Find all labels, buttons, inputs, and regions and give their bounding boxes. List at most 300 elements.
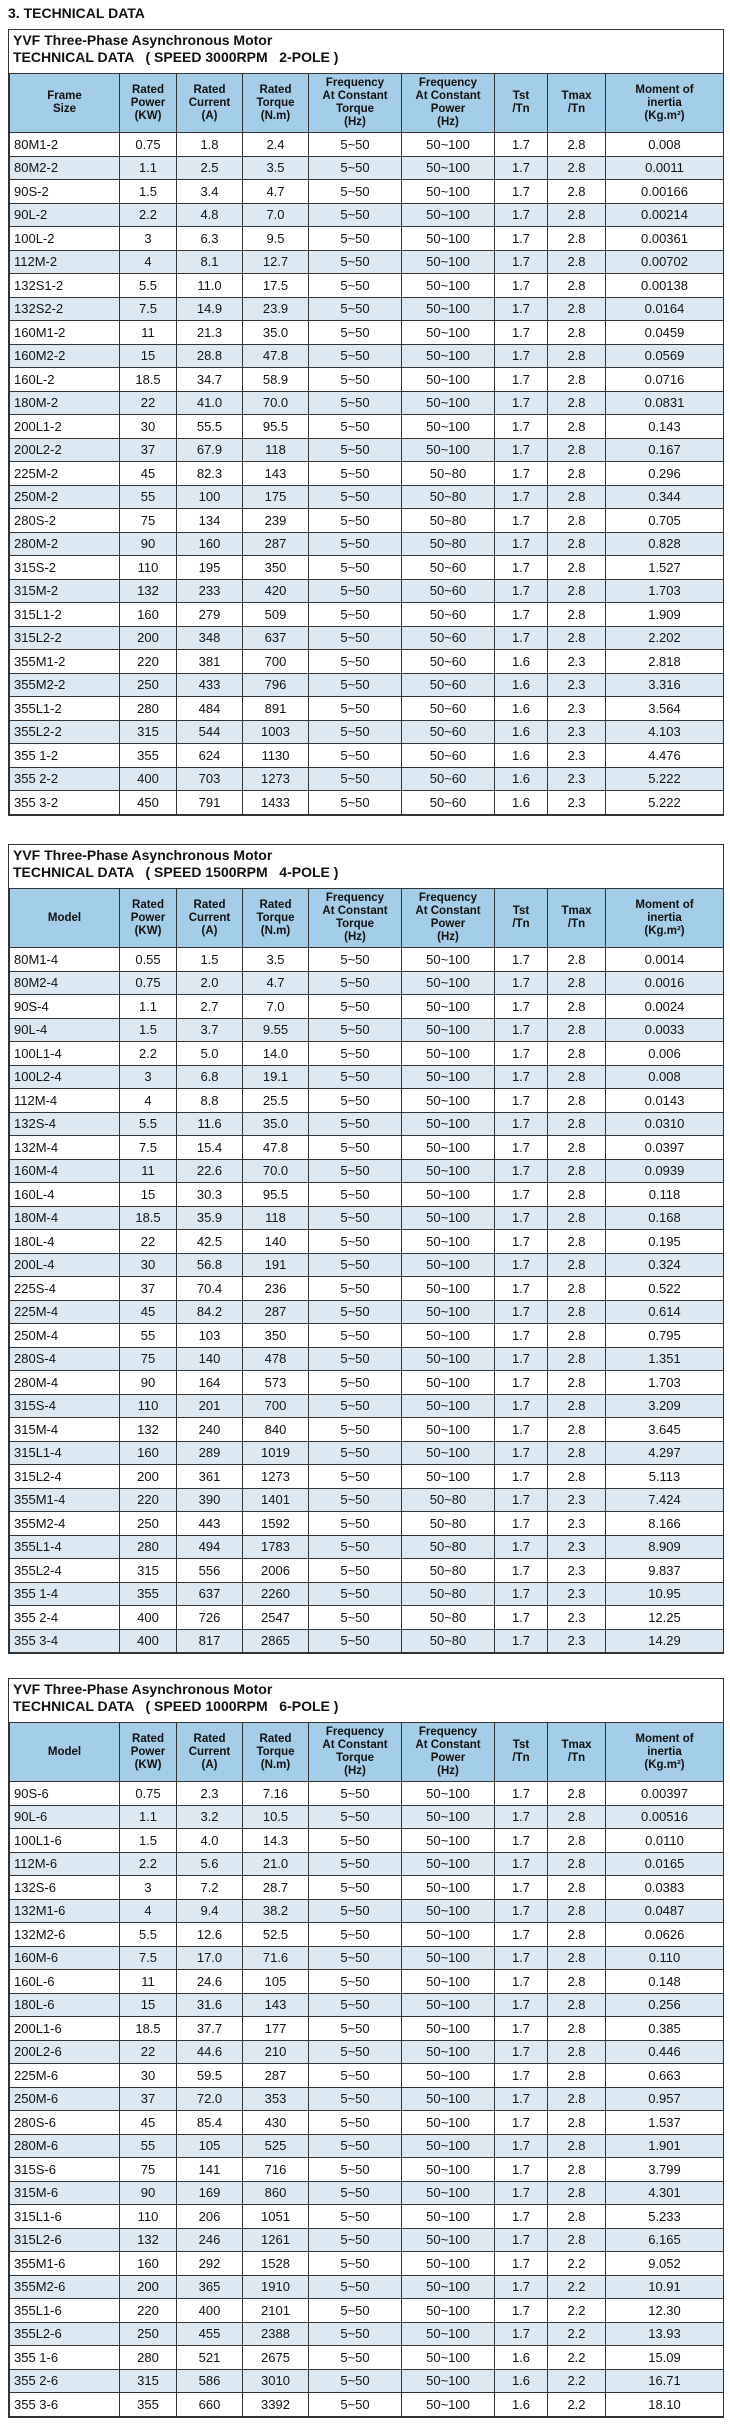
cell-moment-of-inertia: 3.799 [606,2158,724,2182]
cell-freq-const-torque: 5~50 [309,1993,402,2017]
table-row [10,1441,724,1465]
cell-rated-current: 292 [177,2252,243,2276]
cell-rated-torque: 287 [243,532,309,556]
column-header-tmax-tn: Tmax /Tn [548,889,606,948]
cell-moment-of-inertia: 0.0033 [606,1018,724,1042]
cell-freq-const-torque: 5~50 [309,368,402,392]
cell-moment-of-inertia: 0.0310 [606,1112,724,1136]
cell-freq-const-power: 50~100 [402,2205,495,2229]
cell-rated-torque: 191 [243,1253,309,1277]
cell-tst-tn: 1.7 [495,1829,548,1853]
cell-rated-torque: 3392 [243,2393,309,2417]
cell-tst-tn: 1.7 [495,1629,548,1653]
cell-moment-of-inertia: 0.0110 [606,1829,724,1853]
cell-tmax-tn: 2.2 [548,2322,606,2346]
cell-tst-tn: 1.7 [495,1465,548,1489]
cell-tmax-tn: 2.8 [548,321,606,345]
table-row [10,2017,724,2041]
cell-rated-power: 200 [120,1465,177,1489]
cell-rated-current: 455 [177,2322,243,2346]
column-header-rated-current: Rated Current (A) [177,74,243,133]
cell-rated-torque: 525 [243,2134,309,2158]
cell-tst-tn: 1.6 [495,673,548,697]
cell-frame-size: 200L-4 [10,1253,120,1277]
cell-freq-const-power: 50~100 [402,1300,495,1324]
cell-rated-power: 3 [120,227,177,251]
cell-rated-power: 200 [120,626,177,650]
cell-rated-torque: 700 [243,1394,309,1418]
cell-rated-current: 544 [177,720,243,744]
table-row [10,1993,724,2017]
cell-rated-torque: 2260 [243,1582,309,1606]
header-row [10,1723,724,1782]
cell-freq-const-torque: 5~50 [309,415,402,439]
cell-rated-torque: 35.0 [243,1112,309,1136]
cell-tst-tn: 1.6 [495,720,548,744]
cell-freq-const-power: 50~100 [402,2040,495,2064]
cell-freq-const-torque: 5~50 [309,1206,402,1230]
column-header-rated-torque: Rated Torque (N.m) [243,74,309,133]
cell-moment-of-inertia: 0.008 [606,133,724,157]
cell-rated-current: 15.4 [177,1136,243,1160]
cell-tst-tn: 1.7 [495,485,548,509]
cell-frame-size: 315L2-6 [10,2228,120,2252]
cell-tmax-tn: 2.8 [548,368,606,392]
cell-freq-const-torque: 5~50 [309,971,402,995]
cell-rated-torque: 47.8 [243,1136,309,1160]
cell-rated-torque: 58.9 [243,368,309,392]
table-row [10,948,724,972]
cell-freq-const-torque: 5~50 [309,744,402,768]
cell-freq-const-torque: 5~50 [309,1089,402,1113]
cell-rated-current: 3.7 [177,1018,243,1042]
cell-tst-tn: 1.7 [495,203,548,227]
column-header-rated-torque: Rated Torque (N.m) [243,889,309,948]
cell-moment-of-inertia: 15.09 [606,2346,724,2370]
cell-freq-const-torque: 5~50 [309,2369,402,2393]
table-row [10,971,724,995]
cell-freq-const-power: 50~100 [402,2134,495,2158]
cell-tst-tn: 1.7 [495,2322,548,2346]
cell-frame-size: 355 1-4 [10,1582,120,1606]
spec-table [9,1722,724,2417]
cell-rated-torque: 35.0 [243,321,309,345]
cell-frame-size: 80M1-4 [10,948,120,972]
cell-rated-current: 24.6 [177,1970,243,1994]
cell-freq-const-power: 50~100 [402,438,495,462]
cell-frame-size: 225M-4 [10,1300,120,1324]
cell-frame-size: 80M2-2 [10,156,120,180]
cell-frame-size: 315M-4 [10,1418,120,1442]
cell-freq-const-torque: 5~50 [309,1805,402,1829]
cell-rated-current: 5.0 [177,1042,243,1066]
cell-frame-size: 250M-2 [10,485,120,509]
cell-tst-tn: 1.7 [495,556,548,580]
cell-rated-current: 85.4 [177,2111,243,2135]
cell-freq-const-power: 50~100 [402,2158,495,2182]
cell-tst-tn: 1.6 [495,744,548,768]
cell-freq-const-power: 50~100 [402,250,495,274]
cell-rated-torque: 19.1 [243,1065,309,1089]
cell-frame-size: 315L2-4 [10,1465,120,1489]
cell-rated-current: 12.6 [177,1923,243,1947]
cell-tmax-tn: 2.2 [548,2252,606,2276]
cell-tmax-tn: 2.3 [548,744,606,768]
cell-tmax-tn: 2.8 [548,1899,606,1923]
cell-frame-size: 355L1-4 [10,1535,120,1559]
cell-rated-current: 1.5 [177,948,243,972]
cell-tst-tn: 1.6 [495,791,548,815]
cell-rated-torque: 353 [243,2087,309,2111]
cell-frame-size: 355 1-6 [10,2346,120,2370]
cell-tmax-tn: 2.8 [548,344,606,368]
cell-tmax-tn: 2.3 [548,791,606,815]
table-row [10,2205,724,2229]
cell-rated-current: 2.5 [177,156,243,180]
table-row [10,1394,724,1418]
cell-frame-size: 355M2-6 [10,2275,120,2299]
cell-rated-power: 45 [120,462,177,486]
cell-frame-size: 90L-2 [10,203,120,227]
cell-tst-tn: 1.6 [495,2346,548,2370]
table-row [10,1018,724,1042]
cell-tst-tn: 1.7 [495,1324,548,1348]
cell-rated-torque: 25.5 [243,1089,309,1113]
cell-freq-const-power: 50~100 [402,2369,495,2393]
cell-rated-power: 250 [120,1512,177,1536]
cell-rated-torque: 509 [243,603,309,627]
cell-moment-of-inertia: 13.93 [606,2322,724,2346]
cell-tst-tn: 1.7 [495,1347,548,1371]
cell-freq-const-torque: 5~50 [309,2181,402,2205]
cell-rated-current: 365 [177,2275,243,2299]
cell-rated-power: 132 [120,579,177,603]
cell-rated-current: 37.7 [177,2017,243,2041]
cell-tmax-tn: 2.8 [548,2040,606,2064]
table-row [10,297,724,321]
cell-rated-current: 1.8 [177,133,243,157]
cell-freq-const-torque: 5~50 [309,1112,402,1136]
cell-rated-torque: 3.5 [243,948,309,972]
cell-rated-power: 1.1 [120,1805,177,1829]
cell-rated-torque: 28.7 [243,1876,309,1900]
table-row [10,368,724,392]
cell-rated-current: 246 [177,2228,243,2252]
cell-freq-const-torque: 5~50 [309,626,402,650]
table-row [10,203,724,227]
cell-freq-const-power: 50~100 [402,971,495,995]
cell-tmax-tn: 2.8 [548,1441,606,1465]
cell-tst-tn: 1.7 [495,274,548,298]
table-row [10,321,724,345]
cell-rated-power: 55 [120,485,177,509]
cell-rated-current: 28.8 [177,344,243,368]
cell-tst-tn: 1.7 [495,2064,548,2088]
cell-moment-of-inertia: 0.00361 [606,227,724,251]
cell-tmax-tn: 2.8 [548,1042,606,1066]
cell-tmax-tn: 2.8 [548,509,606,533]
cell-moment-of-inertia: 4.476 [606,744,724,768]
cell-tmax-tn: 2.8 [548,1923,606,1947]
cell-frame-size: 90S-2 [10,180,120,204]
cell-rated-torque: 3.5 [243,156,309,180]
cell-rated-current: 433 [177,673,243,697]
cell-rated-current: 17.0 [177,1946,243,1970]
cell-frame-size: 315L1-4 [10,1441,120,1465]
cell-freq-const-power: 50~100 [402,2064,495,2088]
cell-rated-torque: 7.0 [243,203,309,227]
table-row [10,391,724,415]
cell-rated-current: 521 [177,2346,243,2370]
cell-moment-of-inertia: 0.663 [606,2064,724,2088]
cell-freq-const-torque: 5~50 [309,1606,402,1630]
table-row [10,1418,724,1442]
cell-freq-const-power: 50~80 [402,485,495,509]
cell-rated-power: 3 [120,1876,177,1900]
cell-frame-size: 132S-6 [10,1876,120,1900]
table-row [10,1159,724,1183]
cell-tmax-tn: 2.2 [548,2299,606,2323]
cell-frame-size: 90L-6 [10,1805,120,1829]
column-header-frame-size: Model [10,1723,120,1782]
table-row [10,767,724,791]
cell-frame-size: 100L2-4 [10,1065,120,1089]
cell-freq-const-torque: 5~50 [309,274,402,298]
cell-tmax-tn: 2.3 [548,1629,606,1653]
cell-rated-torque: 1433 [243,791,309,815]
cell-freq-const-power: 50~100 [402,1852,495,1876]
cell-tmax-tn: 2.8 [548,1993,606,2017]
cell-rated-power: 5.5 [120,1923,177,1947]
cell-freq-const-torque: 5~50 [309,1018,402,1042]
cell-rated-torque: 4.7 [243,971,309,995]
cell-rated-power: 3 [120,1065,177,1089]
cell-freq-const-power: 50~100 [402,1324,495,1348]
cell-tst-tn: 1.7 [495,391,548,415]
cell-tmax-tn: 2.8 [548,1782,606,1806]
cell-rated-power: 90 [120,2181,177,2205]
table-row [10,415,724,439]
cell-freq-const-torque: 5~50 [309,321,402,345]
cell-frame-size: 315L2-2 [10,626,120,650]
table-row [10,509,724,533]
cell-rated-torque: 287 [243,2064,309,2088]
cell-tst-tn: 1.7 [495,2134,548,2158]
cell-freq-const-torque: 5~50 [309,203,402,227]
table-row [10,720,724,744]
cell-tmax-tn: 2.8 [548,1065,606,1089]
cell-freq-const-power: 50~100 [402,2299,495,2323]
cell-freq-const-power: 50~100 [402,1371,495,1395]
cell-tmax-tn: 2.8 [548,1347,606,1371]
cell-tmax-tn: 2.8 [548,1805,606,1829]
cell-freq-const-torque: 5~50 [309,250,402,274]
cell-rated-power: 4 [120,1899,177,1923]
cell-rated-power: 7.5 [120,1946,177,1970]
cell-rated-power: 250 [120,2322,177,2346]
cell-freq-const-torque: 5~50 [309,1629,402,1653]
cell-freq-const-power: 50~60 [402,744,495,768]
table-row [10,274,724,298]
cell-rated-power: 160 [120,603,177,627]
cell-rated-power: 400 [120,767,177,791]
cell-rated-current: 494 [177,1535,243,1559]
cell-moment-of-inertia: 8.909 [606,1535,724,1559]
cell-rated-torque: 143 [243,1993,309,2017]
cell-freq-const-power: 50~60 [402,767,495,791]
cell-moment-of-inertia: 3.564 [606,697,724,721]
cell-freq-const-torque: 5~50 [309,227,402,251]
cell-tmax-tn: 2.8 [548,180,606,204]
cell-rated-torque: 7.16 [243,1782,309,1806]
cell-freq-const-power: 50~100 [402,1394,495,1418]
cell-moment-of-inertia: 1.909 [606,603,724,627]
cell-freq-const-power: 50~100 [402,948,495,972]
cell-tst-tn: 1.7 [495,1230,548,1254]
cell-tst-tn: 1.7 [495,1371,548,1395]
cell-tst-tn: 1.7 [495,1946,548,1970]
cell-rated-torque: 143 [243,462,309,486]
cell-tmax-tn: 2.8 [548,1230,606,1254]
cell-frame-size: 160M-6 [10,1946,120,1970]
table-title [9,30,723,73]
cell-frame-size: 80M2-4 [10,971,120,995]
cell-freq-const-power: 50~100 [402,203,495,227]
cell-rated-power: 110 [120,556,177,580]
cell-rated-current: 390 [177,1488,243,1512]
cell-tst-tn: 1.7 [495,1993,548,2017]
cell-frame-size: 132M1-6 [10,1899,120,1923]
cell-rated-power: 1.5 [120,180,177,204]
cell-freq-const-power: 50~60 [402,556,495,580]
cell-tmax-tn: 2.3 [548,1488,606,1512]
cell-frame-size: 355 3-2 [10,791,120,815]
cell-freq-const-torque: 5~50 [309,1876,402,1900]
cell-moment-of-inertia: 16.71 [606,2369,724,2393]
table-title [9,1679,723,1722]
cell-frame-size: 160L-4 [10,1183,120,1207]
cell-moment-of-inertia: 0.0383 [606,1876,724,1900]
cell-freq-const-torque: 5~50 [309,1970,402,1994]
cell-freq-const-torque: 5~50 [309,1277,402,1301]
cell-tst-tn: 1.7 [495,532,548,556]
cell-rated-power: 90 [120,532,177,556]
cell-rated-current: 4.8 [177,203,243,227]
cell-tst-tn: 1.6 [495,697,548,721]
cell-freq-const-power: 50~80 [402,509,495,533]
cell-freq-const-torque: 5~50 [309,1418,402,1442]
cell-moment-of-inertia: 0.0716 [606,368,724,392]
cell-freq-const-torque: 5~50 [309,344,402,368]
cell-rated-torque: 236 [243,1277,309,1301]
cell-rated-power: 220 [120,1488,177,1512]
table-row [10,2134,724,2158]
cell-freq-const-torque: 5~50 [309,1899,402,1923]
cell-freq-const-torque: 5~50 [309,2040,402,2064]
cell-freq-const-power: 50~100 [402,1065,495,1089]
cell-tst-tn: 1.7 [495,415,548,439]
cell-rated-current: 11.6 [177,1112,243,1136]
cell-freq-const-torque: 5~50 [309,1923,402,1947]
table-row [10,2252,724,2276]
cell-rated-power: 0.55 [120,948,177,972]
cell-rated-current: 586 [177,2369,243,2393]
cell-moment-of-inertia: 2.202 [606,626,724,650]
cell-rated-current: 105 [177,2134,243,2158]
cell-freq-const-power: 50~100 [402,2087,495,2111]
cell-frame-size: 315S-4 [10,1394,120,1418]
cell-moment-of-inertia: 0.143 [606,415,724,439]
cell-moment-of-inertia: 0.0016 [606,971,724,995]
cell-tst-tn: 1.7 [495,579,548,603]
cell-moment-of-inertia: 0.110 [606,1946,724,1970]
cell-rated-current: 817 [177,1629,243,1653]
cell-rated-torque: 3010 [243,2369,309,2393]
cell-moment-of-inertia: 0.0626 [606,1923,724,1947]
cell-freq-const-torque: 5~50 [309,673,402,697]
cell-rated-power: 132 [120,2228,177,2252]
cell-rated-power: 315 [120,2369,177,2393]
cell-rated-torque: 2547 [243,1606,309,1630]
cell-freq-const-torque: 5~50 [309,948,402,972]
cell-rated-power: 110 [120,1394,177,1418]
cell-rated-torque: 287 [243,1300,309,1324]
cell-freq-const-power: 50~100 [402,1159,495,1183]
cell-freq-const-torque: 5~50 [309,1324,402,1348]
cell-rated-current: 67.9 [177,438,243,462]
cell-freq-const-torque: 5~50 [309,2111,402,2135]
cell-rated-current: 100 [177,485,243,509]
cell-freq-const-torque: 5~50 [309,485,402,509]
cell-frame-size: 200L2-2 [10,438,120,462]
cell-freq-const-torque: 5~50 [309,462,402,486]
cell-freq-const-power: 50~100 [402,2393,495,2417]
cell-tst-tn: 1.7 [495,1042,548,1066]
cell-freq-const-torque: 5~50 [309,156,402,180]
column-header-rated-power: Rated Power (KW) [120,1723,177,1782]
cell-rated-current: 59.5 [177,2064,243,2088]
cell-rated-torque: 10.5 [243,1805,309,1829]
cell-tmax-tn: 2.3 [548,720,606,744]
cell-freq-const-power: 50~60 [402,579,495,603]
cell-rated-power: 11 [120,321,177,345]
cell-tmax-tn: 2.3 [548,673,606,697]
cell-rated-power: 1.1 [120,995,177,1019]
cell-rated-power: 75 [120,509,177,533]
cell-moment-of-inertia: 1.537 [606,2111,724,2135]
column-header-rated-current: Rated Current (A) [177,889,243,948]
column-header-freq-const-power: Frequency At Constant Power (Hz) [402,1723,495,1782]
cell-moment-of-inertia: 0.0164 [606,297,724,321]
cell-tst-tn: 1.7 [495,1394,548,1418]
cell-freq-const-torque: 5~50 [309,1559,402,1583]
table-row [10,2322,724,2346]
table-row [10,2393,724,2417]
cell-moment-of-inertia: 3.645 [606,1418,724,1442]
cell-frame-size: 355L2-6 [10,2322,120,2346]
cell-frame-size: 355M1-6 [10,2252,120,2276]
cell-rated-power: 55 [120,1324,177,1348]
cell-tst-tn: 1.7 [495,1183,548,1207]
cell-freq-const-torque: 5~50 [309,1300,402,1324]
cell-rated-torque: 175 [243,485,309,509]
cell-tmax-tn: 2.2 [548,2393,606,2417]
cell-tst-tn: 1.7 [495,1899,548,1923]
cell-rated-current: 21.3 [177,321,243,345]
cell-freq-const-power: 50~100 [402,344,495,368]
cell-tst-tn: 1.7 [495,156,548,180]
cell-freq-const-torque: 5~50 [309,2228,402,2252]
